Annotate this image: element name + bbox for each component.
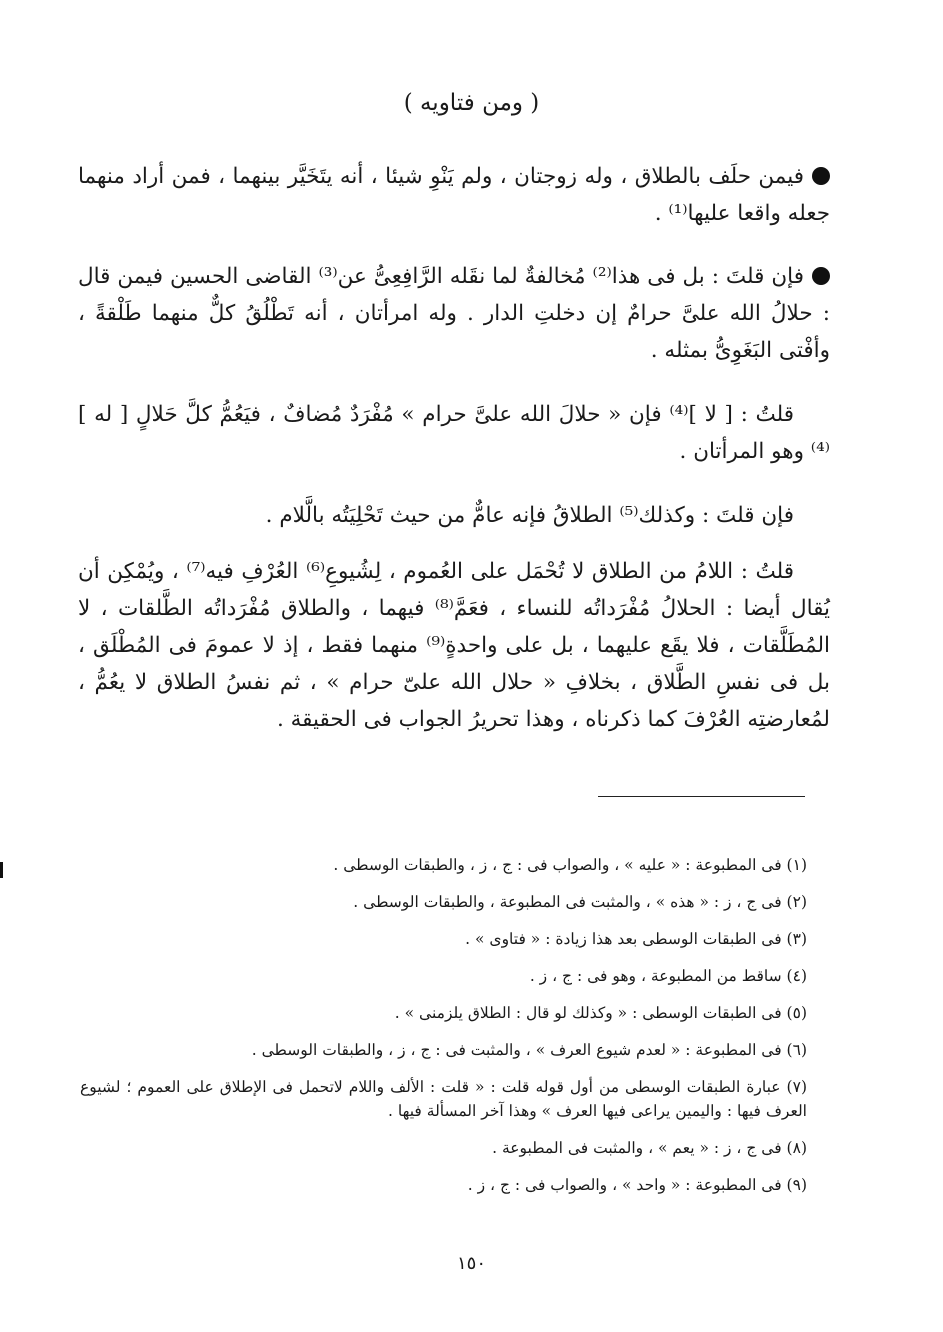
- footnote-3: (٣) فى الطبقات الوسطى بعد هذا زيادة : « فتاوى » .: [465, 930, 807, 948]
- footnote-8: (٨) فى ج ، ز : « يعم » ، والمثبت فى المطبوعة .: [492, 1139, 807, 1157]
- footnote-9: (٩) فى المطبوعة : « واحد » ، والصواب فى : ج ، ز .: [467, 1176, 807, 1194]
- footnote-divider: [598, 796, 805, 797]
- bullet-icon: [812, 167, 830, 185]
- section-heading: ( ومن فتاويه ): [403, 90, 540, 116]
- footnote-7: (٧) عبارة الطبقات الوسطى من أول قوله قلت : « قلت : الألف واللام لاتحمل فى الإطلاق على العموم ؛ لشيوع العرف فيها : واليمين يراعى فيها العرف » وهذا آخر المسألة فيها .: [80, 1078, 807, 1120]
- page-number: ١٥٠: [456, 1253, 486, 1274]
- paragraph-reply: قلتُ : [ لا ]⁽⁴⁾ فإن « حلالَ الله علىَّ حرام » مُفْرَدٌ مُضافٌ ، فيَعُمُّ كلَّ حَلالٍ [ له ]⁽⁴⁾ وهو المرأتان .: [78, 402, 830, 464]
- bullet-icon: [812, 267, 830, 285]
- footnote-2: (٢) فى ج ، ز : « هذه » ، والمثبت فى المطبوعة ، والطبقات الوسطى .: [353, 893, 807, 911]
- footnote-1: (١) فى المطبوعة : « عليه » ، والصواب فى : ج ، ز ، والطبقات الوسطى .: [333, 856, 807, 874]
- paragraph-text: فإن قلتَ : بل فى هذا⁽²⁾ مُخالفةٌ لما نقَله الرَّافِعِىُّ عن⁽³⁾ القاضى الحسين فيمن قال : حلالُ الله علىَّ حرامٌ إن دخلتِ الدار . وله امرأتان ، أنه تَطْلُقُ كلٌّ منهما طَلْقةً ، وأفْتى البَغَوِىُّ بمثله .: [78, 264, 830, 363]
- footnotes: [80, 853, 807, 1210]
- paragraph-second-reply: قلتُ : اللامُ من الطلاق لا تُحْمَل على العُموم ، لِشُيوعِ⁽⁶⁾ العُرْفِ فيه⁽⁷⁾ ، ويُمْكِن أن يُقال أيضا : الحلالُ مُفْرَداتُه للنساء ، فعَمَّ⁽⁸⁾ فيهما ، والطلاق مُفْرَداتُه الطَّلقات ، لا المُطَلَّقات ، فلا يقَع عليهما ، بل على واحدةٍ⁽⁹⁾ منهما فقط ، إذ لا عمومَ فى المُطْلَق ، بل فى نفسِ الطَّلاق ، بخلافِ « حلال الله علىّ حرام » ، ثم نفسُ الطلاق لا يعُمُّ ، لمُعارضتِه العُرْفَ كما ذكرناه ، وهذا تحريرُ الجواب فى الحقيقة .: [78, 559, 830, 732]
- scan-edge-mark: [0, 862, 3, 878]
- footnote-5: (٥) فى الطبقات الوسطى : « وكذلك لو قال : الطلاق يلزمنى » .: [394, 1004, 807, 1022]
- footnote-6: (٦) فى المطبوعة : « لعدم شيوع العرف » ، والمثبت فى : ج ، ز ، والطبقات الوسطى .: [251, 1041, 807, 1059]
- paragraph-objection: [78, 258, 830, 369]
- paragraph-fatwa: [78, 158, 830, 232]
- paragraph-second-objection: فإن قلتَ : وكذلك⁽⁵⁾ الطلاقُ فإنه عامٌّ من حيث تَحْلِيَتُه بالَّلام .: [265, 503, 794, 528]
- paragraph-text: فيمن حلَف بالطلاق ، وله زوجتان ، ولم يَنْوِ شيئا ، أنه يتَخَيَّر بينهما ، فمن أراد منهما جعله واقعا عليها⁽¹⁾ .: [78, 164, 830, 226]
- footnote-4: (٤) ساقط من المطبوعة ، وهو فى : ج ، ز .: [529, 967, 807, 985]
